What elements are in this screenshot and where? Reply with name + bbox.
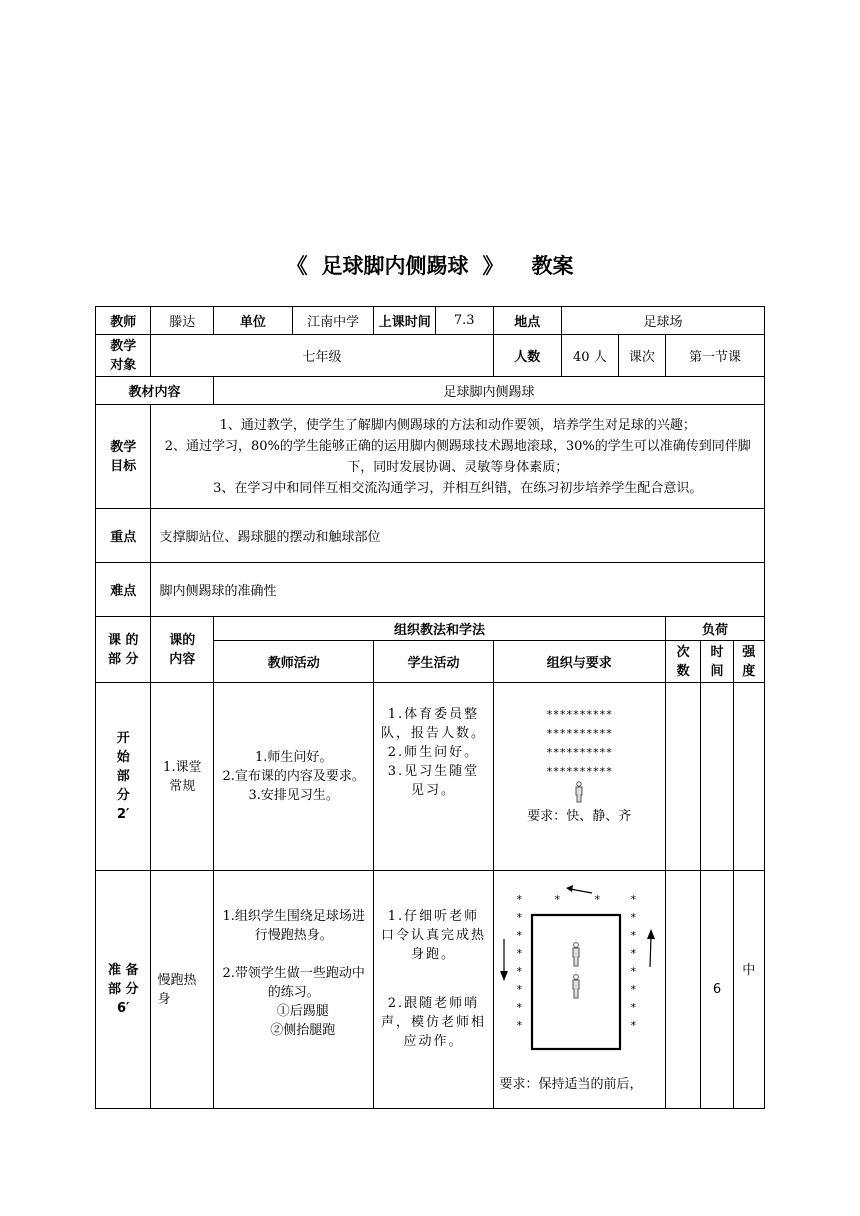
place-value: 足球场 — [562, 307, 765, 335]
count-value: 40 人 — [562, 335, 619, 377]
svg-text:*: * — [629, 929, 637, 942]
title-suffix: 教案 — [531, 254, 574, 278]
goal-item: 2、通过学习，80%的学生能够正确的运用脚内侧踢球技术踢地滚球，30%的学生可以准确传到同伴脚下，同时发展协调、灵敏等身体素质； — [164, 438, 751, 475]
title-open: 《 — [286, 254, 308, 278]
formation-row: ********** — [546, 727, 613, 740]
section-warmup-part: 准 备 部 分 6′ — [96, 871, 151, 1109]
svg-text:*: * — [593, 893, 601, 906]
svg-text:*: * — [629, 893, 637, 906]
formation-row: ********** — [546, 746, 613, 759]
section-warmup-duration: 6 — [701, 871, 733, 1109]
title-main: 足球脚内侧踢球 — [321, 254, 469, 278]
section-warmup-row — [96, 871, 765, 1109]
teacher-activity-item: 2.带领学生做一些跑动中的练习。 — [222, 966, 365, 1000]
svg-text:*: * — [515, 929, 523, 942]
col-part-header: 课 的 部 分 — [96, 617, 151, 683]
section-warmup-content: 慢跑热 身 — [151, 871, 214, 1109]
warmup-field-diagram — [494, 871, 666, 1071]
teacher-label: 教师 — [96, 307, 151, 335]
section-warmup-teacher — [214, 871, 374, 1109]
target-label: 教学 对象 — [96, 335, 151, 377]
time-label: 上课时间 — [374, 307, 436, 335]
section-start-row — [96, 683, 765, 871]
col-load-header: 负荷 — [666, 617, 765, 641]
svg-text:*: * — [629, 947, 637, 960]
svg-text:*: * — [515, 965, 523, 978]
content-label: 教材内容 — [96, 377, 214, 405]
teacher-activity-item: 1.师生问好。 — [255, 750, 333, 765]
section-start-duration — [701, 683, 733, 871]
col-content-header: 课的 内容 — [151, 617, 214, 683]
section-warmup-intensity: 中 — [733, 871, 764, 1109]
svg-text:*: * — [515, 911, 523, 924]
goals-row — [96, 405, 765, 509]
column-header-row-1 — [96, 617, 765, 641]
difficulty-label: 难点 — [96, 563, 151, 617]
formation-row: ********** — [546, 765, 613, 778]
section-start-intensity — [733, 683, 764, 871]
runner-icon — [573, 943, 579, 998]
col-method-header: 组织教法和学法 — [214, 617, 666, 641]
teacher-activity-item: 2.宣布课的内容及要求。 — [222, 769, 365, 784]
key-point-label: 重点 — [96, 509, 151, 563]
student-activity-item: 2.跟随老师哨声，模仿老师相应动作。 — [380, 996, 486, 1049]
svg-text:*: * — [629, 1001, 637, 1014]
unit-label-cell — [214, 307, 293, 335]
target-value: 七年级 — [151, 335, 493, 377]
goals-list — [151, 405, 765, 509]
difficulty-value: 脚内侧踢球的准确性 — [151, 563, 765, 617]
unit-value: 江南中学 — [292, 307, 374, 335]
svg-text:*: * — [515, 947, 523, 960]
lesson-plan-table — [95, 306, 765, 1109]
header-row-1 — [96, 307, 765, 335]
svg-text:*: * — [553, 893, 561, 906]
section-warmup-org — [493, 871, 666, 1109]
student-activity-item: 3.见习生随堂见习。 — [387, 764, 480, 798]
col-times-header: 次 数 — [666, 641, 701, 683]
key-point-row — [96, 509, 765, 563]
goal-item: 3、在学习中和同伴互相交流沟通学习，并相互纠错，在练习初步培养学生配合意识。 — [213, 480, 703, 496]
section-start-teacher — [214, 683, 374, 871]
student-activity-item: 2.师生问好。 — [387, 745, 480, 760]
svg-text:*: * — [515, 1001, 523, 1014]
section-start-part: 开 始 部 分 2′ — [96, 683, 151, 871]
svg-text:*: * — [629, 965, 637, 978]
svg-text:*: * — [629, 983, 637, 996]
section-start-org — [493, 683, 666, 871]
svg-text:*: * — [515, 1019, 523, 1032]
content-value: 足球脚内侧踢球 — [214, 377, 765, 405]
formation-row: ********** — [546, 708, 613, 721]
goals-label: 教学 目标 — [96, 405, 151, 509]
teacher-value: 滕达 — [151, 307, 214, 335]
section-start-content: 1.课堂 常规 — [151, 683, 214, 871]
col-teacher-header: 教师活动 — [214, 641, 374, 683]
student-activity-item: 1.仔细听老师口令认真完成热身跑。 — [380, 909, 486, 962]
svg-text:*: * — [515, 893, 523, 906]
teacher-activity-item: 3.安排见习生。 — [248, 788, 339, 803]
teacher-activity-item: 1.组织学生围绕足球场进行慢跑热身。 — [222, 909, 365, 943]
svg-text:*: * — [629, 1019, 637, 1032]
col-intensity-header: 强 度 — [733, 641, 764, 683]
document-title — [0, 250, 860, 280]
lesson-value: 第一节课 — [666, 335, 765, 377]
content-row — [96, 377, 765, 405]
time-value: 7.3 — [436, 307, 494, 335]
col-duration-header: 时 间 — [701, 641, 733, 683]
key-point-value: 支撑脚站位、踢球腿的摆动和触球部位 — [151, 509, 765, 563]
teacher-figure-icon — [494, 781, 666, 803]
svg-text:*: * — [515, 983, 523, 996]
requirement-text: 要求：保持适当的前后， — [499, 1077, 643, 1092]
difficulty-row — [96, 563, 765, 617]
teacher-activity-item: ①后踢腿 — [276, 1004, 329, 1019]
requirement-text: 要求：快、静、齐 — [527, 809, 632, 824]
unit-label: 单位 — [239, 315, 266, 330]
place-label: 地点 — [493, 307, 562, 335]
header-row-2 — [96, 335, 765, 377]
count-label: 人数 — [493, 335, 562, 377]
lesson-label: 课次 — [618, 335, 665, 377]
title-close: 》 — [482, 254, 504, 278]
student-activity-item: 1.体育委员整队，报告人数。 — [380, 707, 486, 741]
col-student-header: 学生活动 — [374, 641, 493, 683]
teacher-activity-item: ②侧抬腿跑 — [270, 1023, 336, 1038]
col-org-header: 组织与要求 — [493, 641, 666, 683]
section-warmup-student — [374, 871, 493, 1109]
svg-text:*: * — [629, 911, 637, 924]
section-start-student — [374, 683, 493, 871]
goal-item: 1、通过教学，使学生了解脚内侧踢球的方法和动作要领，培养学生对足球的兴趣； — [219, 417, 696, 433]
section-start-times — [666, 683, 701, 871]
